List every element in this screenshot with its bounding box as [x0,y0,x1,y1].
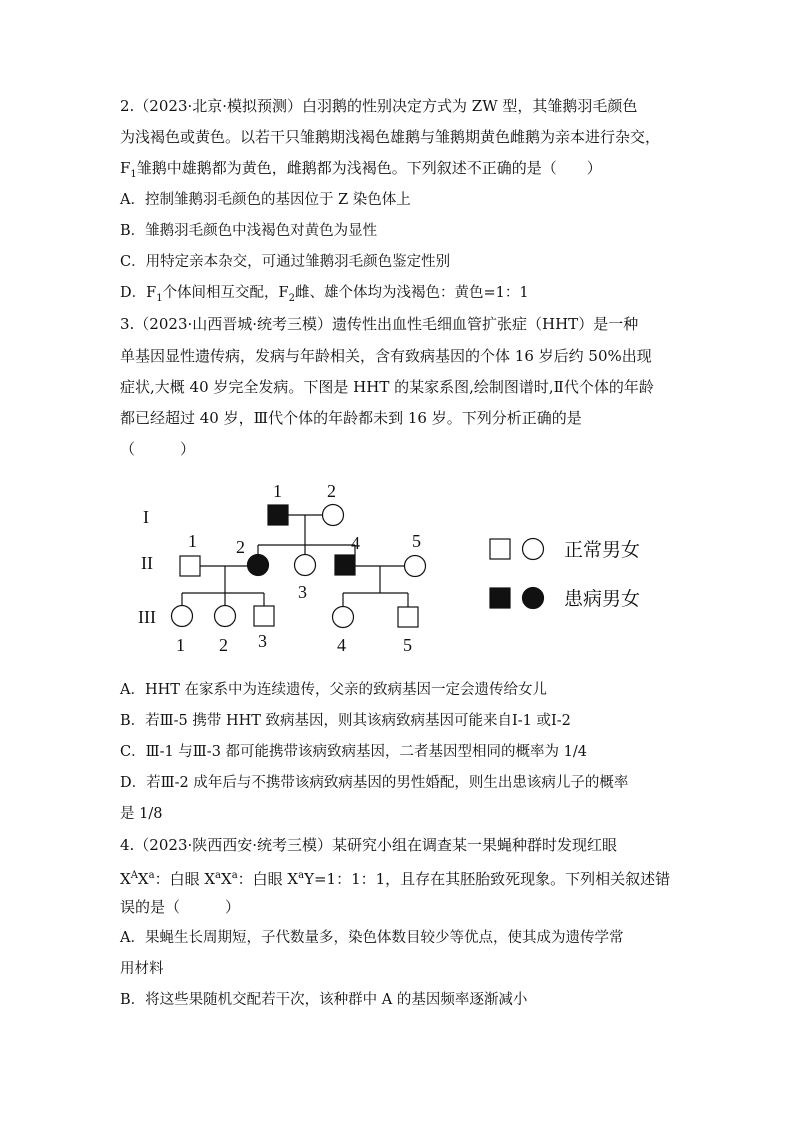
pedigree-III-3-normal-male [254,606,274,626]
pedigree-II-2-number: 2 [236,537,245,557]
pedigree-II-1-normal-male [180,556,200,576]
q3-answer-bracket: （ ） [120,440,196,458]
pedigree-I-1-affected-male [268,505,288,525]
pedigree-I-1-number: 1 [273,481,282,501]
legend-affected-female-icon [523,588,544,609]
q3-option-d-line-2: 是 1/8 [120,806,163,822]
pedigree-I-2-number: 2 [327,481,336,501]
pedigree-III-5-normal-male [398,607,418,627]
q2-option-d: D．$F_1$个体间相互交配，$F_2$雌、雄个体均为浅褐色：黄色=1：1 [120,285,529,304]
pedigree-III-2-normal-female [215,606,236,627]
pedigree-III-1-normal-female [172,606,193,627]
q2-option-a: A．控制雏鹅羽毛颜色的基因位于 Z 染色体上 [120,192,411,208]
legend-normal-label: 正常男女 [564,539,641,561]
legend-normal-male-icon [490,539,510,559]
q2-option-b: B．雏鹅羽毛颜色中浅褐色对黄色为显性 [120,223,378,239]
pedigree-III-3-number: 3 [258,631,267,651]
q3-option-c: C．Ⅲ-1 与Ⅲ-3 都可能携带该病致病基因，二者基因型相同的概率为 1/4 [120,744,587,760]
pedigree-II-5-normal-female [405,556,426,577]
q4-stem-line-1: 4.（2023·陕西西安·统考三模）某研究小组在调查某一果蝇种群时发现红眼 [120,836,618,854]
q4-stem-line-3: 误的是（ ） [120,898,241,916]
pedigree-III-5-number: 5 [403,635,412,655]
pedigree-diagram [130,475,690,660]
pedigree-II-1-number: 1 [188,531,197,551]
generation-label-I: I [143,507,149,527]
pedigree-I-2-normal-female [323,505,344,526]
q3-option-b: B．若Ⅲ-5 携带 HHT 致病基因，则其该病致病基因可能来自Ⅰ-1 或Ⅰ-2 [120,713,571,729]
pedigree-II-4-number: 4 [351,533,360,553]
q4-option-b: B．将这些果随机交配若干次，该种群中 A 的基因频率逐渐减小 [120,992,528,1008]
q4-stem-line-2: $X^AX^a$：白眼 $X^aX^a$：白眼 $X^aY=1$：1：1，且存在其胚胎致死现象。下列相关叙述错 [120,870,671,888]
generation-label-III: III [138,607,156,627]
legend-normal-female-icon [523,539,544,560]
pedigree-II-4-affected-male [335,555,355,575]
q3-stem-line-2: 单基因显性遗传病，发病与年龄相关，含有致病基因的个体 16 岁后约 50%出现 [120,347,652,365]
q4-option-a-line-2: 用材料 [120,961,164,977]
q3-option-d-line-1: D．若Ⅲ-2 成年后与不携带该病致病基因的男性婚配，则生出患该病儿子的概率 [120,775,629,791]
q4-option-a-line-1: A．果蝇生长周期短，子代数量多，染色体数目较少等优点，使其成为遗传学常 [120,930,624,946]
pedigree-II-2-affected-female [248,555,269,576]
legend-affected-label: 患病男女 [564,588,641,610]
q2-stem-line-2: 为浅褐色或黄色。以若干只雏鹅期浅褐色雄鹅与雏鹅期黄色雌鹅为亲本进行杂交， [120,128,661,146]
pedigree-III-4-normal-female [333,607,354,628]
q2-stem-line-3: $F_1$雏鹅中雄鹅都为黄色，雌鹅都为浅褐色。下列叙述不正确的是（ ） [120,159,602,180]
pedigree-III-1-number: 1 [176,635,185,655]
legend-affected-male-icon [490,588,510,608]
q3-stem-line-1: 3.（2023·山西晋城·统考三模）遗传性出血性毛细血管扩张症（HHT）是一种 [120,315,639,333]
generation-label-II: II [141,553,153,573]
pedigree-II-3-normal-female [295,555,316,576]
pedigree-II-5-number: 5 [412,531,421,551]
pedigree-II-3-number: 3 [298,582,307,602]
q2-option-c: C．用特定亲本杂交，可通过雏鹅羽毛颜色鉴定性别 [120,254,451,270]
q3-option-a: A．HHT 在家系中为连续遗传，父亲的致病基因一定会遗传给女儿 [120,682,548,698]
q3-stem-line-3: 症状,大概 40 岁完全发病。下图是 HHT 的某家系图,绘制图谱时,Ⅱ代个体的年龄 [120,378,654,396]
pedigree-III-4-number: 4 [337,635,346,655]
q2-stem-line-1: 2.（2023·北京·模拟预测）白羽鹅的性别决定方式为 ZW 型，其雏鹅羽毛颜色 [120,97,638,115]
pedigree-III-2-number: 2 [219,635,228,655]
q3-stem-line-4: 都已经超过 40 岁，Ⅲ代个体的年龄都未到 16 岁。下列分析正确的是 [120,409,582,427]
